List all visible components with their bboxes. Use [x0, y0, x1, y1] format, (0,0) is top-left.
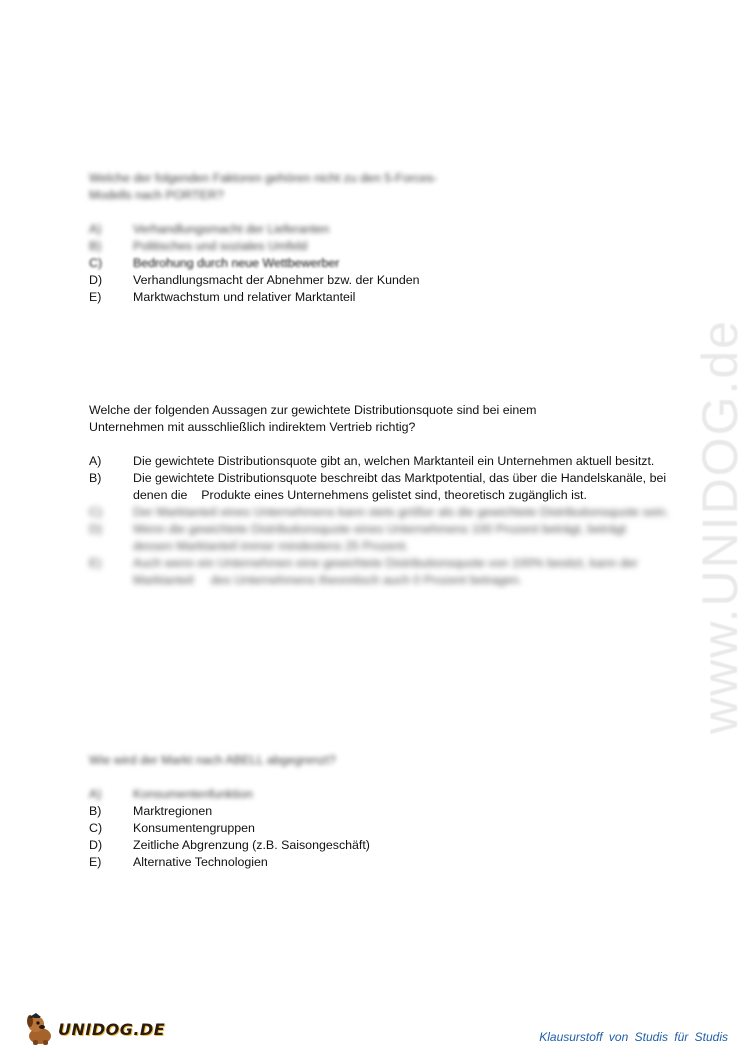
footer-slogan: Klausurstoff von Studis für Studis — [539, 1030, 728, 1044]
question-2-option-c — [89, 504, 669, 521]
question-2-option-e — [89, 555, 669, 589]
question-1-option-d — [89, 272, 669, 289]
option-text: Alternative Technologien — [133, 855, 268, 869]
option-letter: D) — [89, 273, 103, 287]
option-text: Konsumentenfunktion — [133, 787, 253, 801]
logo-text: UNIDOG.DE — [58, 1019, 166, 1039]
option-letter: D) — [89, 522, 103, 536]
option-text: Marktregionen — [133, 804, 213, 818]
question-1-option-b — [89, 238, 669, 255]
option-letter: B) — [89, 239, 102, 253]
option-letter: A) — [89, 787, 102, 801]
question-3-option-e — [89, 854, 669, 871]
option-letter: B) — [89, 471, 102, 485]
option-text: Die gewichtete Distributionsquote gibt an, welchen Marktanteil ein Unternehmen aktuell besitzt. — [133, 454, 655, 468]
option-letter: D) — [89, 838, 103, 852]
question-1-option-a — [89, 221, 669, 238]
question-3-option-a — [89, 786, 669, 803]
option-text: Marktwachstum und relativer Marktanteil — [133, 290, 356, 304]
question-3-text: Wie wird der Markt nach ABELL abgegrenzt? — [89, 753, 336, 767]
question-2 — [89, 402, 669, 589]
option-letter: E) — [89, 556, 102, 570]
option-text: Politisches und soziales Umfeld — [133, 239, 308, 253]
option-text: Auch wenn ein Unternehmen eine gewichtete Distributionsquote von 100% besitzt, kann der Marktanteil des Unternehmens theoretisch auch 0 Prozent betragen. — [133, 556, 642, 587]
option-text: Bedrohung durch neue Wettbewerber — [133, 256, 340, 270]
option-letter: A) — [89, 222, 102, 236]
question-1-text: Welche der folgenden Faktoren gehören nicht zu den 5-Forces-Modells nach PORTER? — [89, 171, 438, 202]
option-letter: C) — [89, 505, 103, 519]
option-letter: E) — [89, 290, 102, 304]
option-text: Konsumentengruppen — [133, 821, 255, 835]
question-3-option-c — [89, 820, 669, 837]
option-letter: A) — [89, 454, 102, 468]
question-3 — [89, 752, 669, 871]
option-letter: C) — [89, 821, 103, 835]
option-text: Verhandlungsmacht der Abnehmer bzw. der Kunden — [133, 273, 420, 287]
option-text: Zeitliche Abgrenzung (z.B. Saisongeschäft) — [133, 838, 370, 852]
option-text: Wenn die gewichtete Distributionsquote eines Unternehmens 100 Prozent beträgt, beträgt dessen Marktanteil immer mindestens 25 Prozent. — [133, 522, 626, 553]
question-2-option-b — [89, 470, 669, 504]
option-text: Verhandlungsmacht der Lieferanten — [133, 222, 330, 236]
question-2-option-a — [89, 453, 669, 470]
question-3-option-b — [89, 803, 669, 820]
option-text: Der Marktanteil eines Unternehmens kann stets größer als die gewichtete Distributionsquote sein. — [133, 505, 669, 519]
option-text: Die gewichtete Distributionsquote beschreibt das Marktpotential, das über die Handelskanäle, bei denen die Produkte eines Unternehmens gelistet sind, theoretisch zugänglich ist. — [133, 471, 670, 502]
question-1 — [89, 170, 669, 306]
watermark-text: www.UNIDOG.de — [692, 319, 748, 734]
option-letter: E) — [89, 855, 102, 869]
option-letter: B) — [89, 804, 102, 818]
question-3-option-d — [89, 837, 669, 854]
unidog-logo[interactable] — [24, 1012, 165, 1046]
option-letter: C) — [89, 256, 103, 270]
question-2-text: Welche der folgenden Aussagen zur gewichtete Distributionsquote sind bei einem Unternehmen mit ausschließlich indirektem Vertrieb richtig? — [89, 403, 537, 434]
question-1-option-c — [89, 255, 669, 272]
question-1-option-e — [89, 289, 669, 306]
dog-mascot-icon — [24, 1012, 56, 1046]
question-2-option-d — [89, 521, 669, 555]
